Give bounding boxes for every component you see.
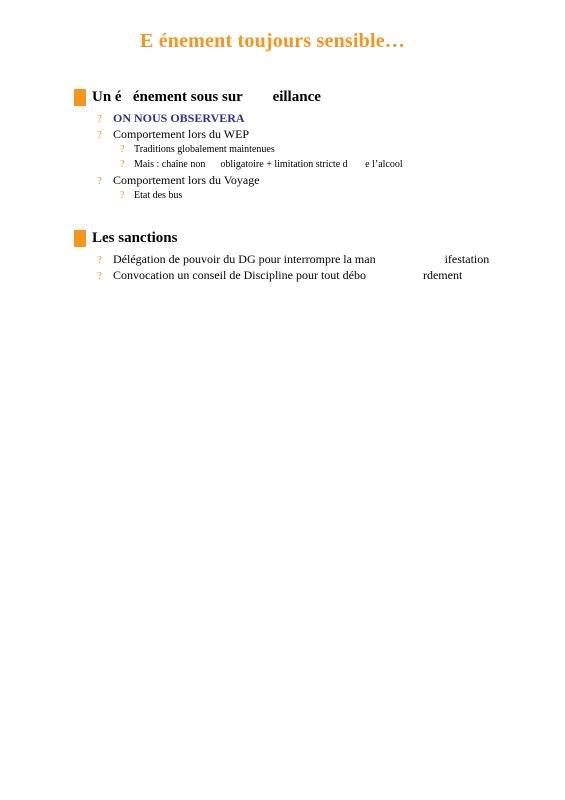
- list-item-text: Mais : chaîne non obligatoire + limitation stricte d e l’alcool: [134, 159, 403, 170]
- section-surveillance: [74, 87, 544, 203]
- list-item: [74, 251, 544, 267]
- list-item-text: ON NOUS OBSERVERA: [113, 111, 245, 125]
- slide-title: E énement toujours sensible…: [139, 30, 406, 52]
- bullet-icon: ?: [120, 190, 125, 201]
- bullet-icon: ?: [97, 270, 102, 282]
- list-item: [74, 172, 544, 188]
- section-heading-row: [74, 87, 544, 107]
- list-item: [74, 267, 544, 283]
- list-item-text: Délégation de pouvoir du DG pour interrompre la man ifestation: [113, 252, 490, 266]
- bullet-icon: ?: [97, 113, 102, 125]
- orange-square-bullet-icon: [74, 89, 86, 106]
- section-heading: Un é énement sous sur eillance: [92, 88, 321, 105]
- list-item: [74, 110, 544, 126]
- sub-list-item: [74, 157, 544, 172]
- list-item-text: Comportement lors du Voyage: [113, 173, 260, 187]
- list-item-text: Traditions globalement maintenues: [134, 144, 275, 155]
- list-item-text: Convocation un conseil de Discipline pour tout débo rdement: [113, 268, 463, 282]
- bullet-list: [74, 110, 544, 203]
- list-item: [74, 126, 544, 142]
- bullet-icon: ?: [97, 175, 102, 187]
- bullet-icon: ?: [120, 144, 125, 155]
- list-item-text: Etat des bus: [134, 190, 183, 201]
- bullet-icon: ?: [97, 254, 102, 266]
- orange-square-bullet-icon: [74, 230, 86, 247]
- section-sanctions: [74, 228, 544, 283]
- section-heading: Les sanctions: [92, 229, 178, 246]
- sub-list-item: [74, 142, 544, 157]
- sub-list-item: [74, 188, 544, 203]
- bullet-list: [74, 251, 544, 283]
- bullet-icon: ?: [120, 159, 125, 170]
- bullet-icon: ?: [97, 129, 102, 141]
- section-heading-row: [74, 228, 544, 248]
- list-item-text: Comportement lors du WEP: [113, 127, 250, 141]
